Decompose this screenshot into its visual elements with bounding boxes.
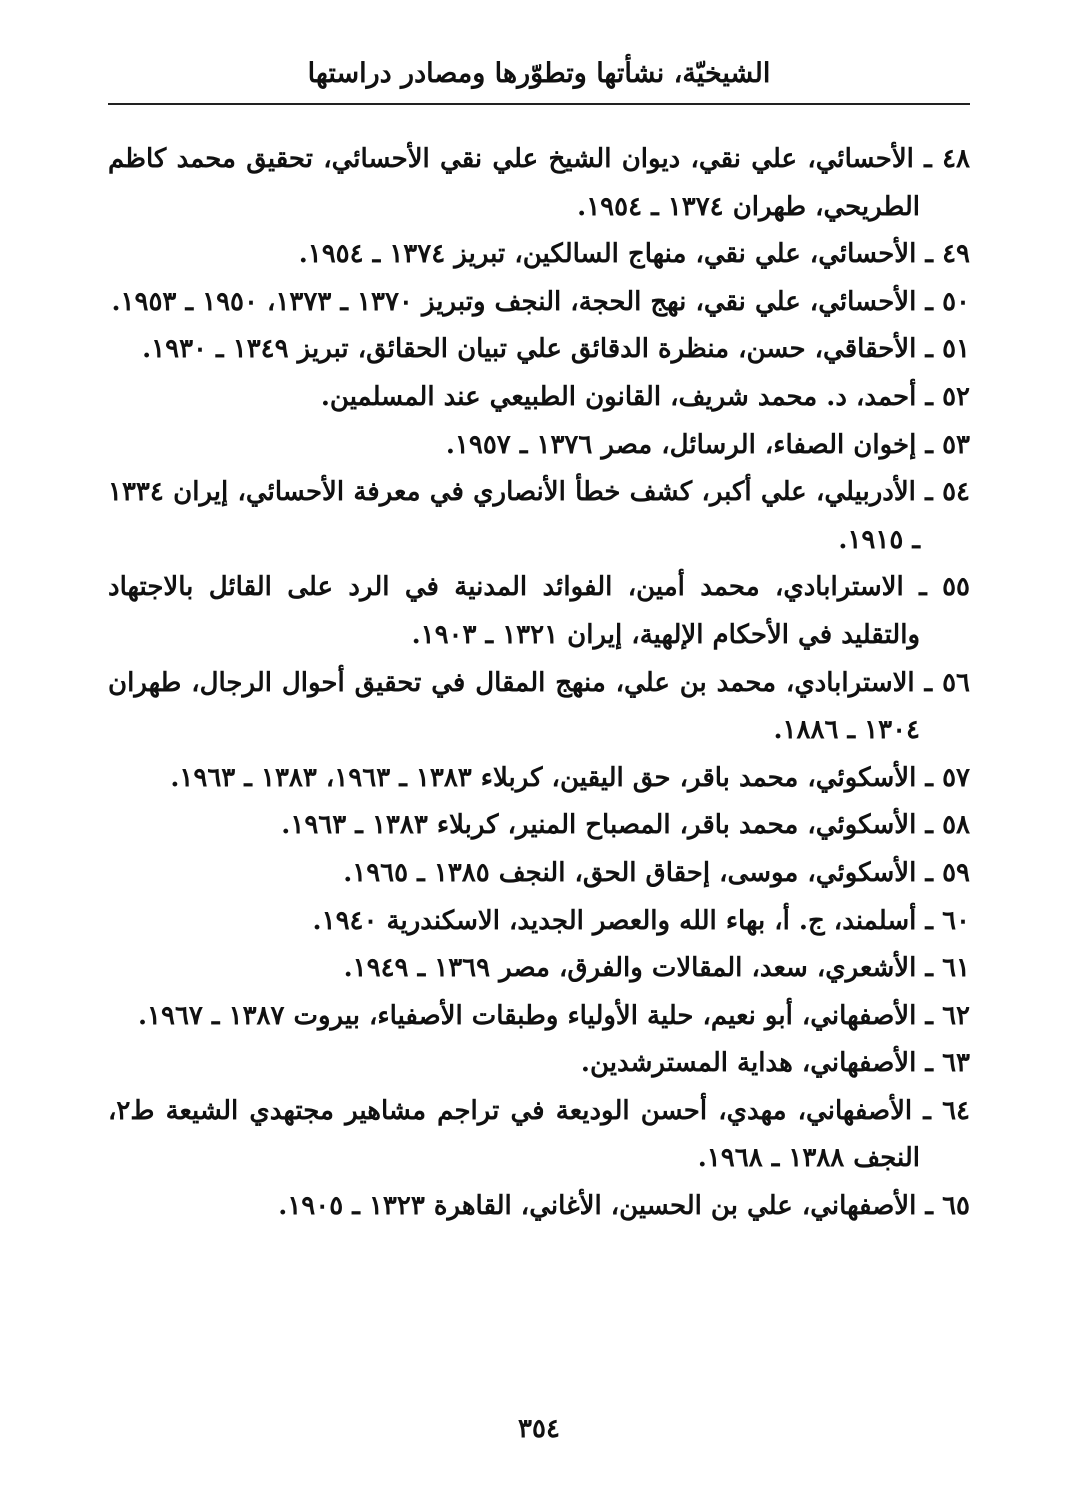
bibliography-entry-48: ٤٨ ـ الأحسائي، علي نقي، ديوان الشيخ علي نقي الأحسائي، تحقيق محمد كاظم الطريحي، طهران ١٣٧٤ ـ ١٩٥٤. — [108, 144, 970, 222]
bibliography-entry-55: ٥٥ ـ الاسترابادي، محمد أمين، الفوائد المدنية في الرد على القائل بالاجتهاد والتقليد في الأحكام الإلهية، إيران ١٣٢١ ـ ١٩٠٣. — [108, 572, 970, 650]
bibliography-entry-54: ٥٤ ـ الأدربيلي، علي أكبر، كشف خطأ الأنصاري في معرفة الأحسائي، إيران ١٣٣٤ ـ ١٩١٥. — [108, 477, 970, 555]
running-head-title: الشيخيّة، نشأتها وتطوّرها ومصادر دراستها — [307, 58, 771, 89]
bibliography-entry-56: ٥٦ ـ الاسترابادي، محمد بن علي، منهج المقال في تحقيق أحوال الرجال، طهران ١٣٠٤ ـ ١٨٨٦. — [108, 667, 970, 746]
bibliography-entry-49: ٤٩ ـ الأحسائي، علي نقي، منهاج السالكين، تبريز ١٣٧٤ ـ ١٩٥٤. — [298, 239, 970, 270]
header-rule — [108, 103, 970, 105]
bibliography-entry-64: ٦٤ ـ الأصفهاني، مهدي، أحسن الوديعة في تراجم مشاهير مجتهدي الشيعة ط٢، النجف ١٣٨٨ ـ ١٩٦٨. — [108, 1095, 970, 1174]
bibliography-entry-52: ٥٢ ـ أحمد، د. محمد شريف، القانون الطبيعي عند المسلمين. — [320, 381, 970, 412]
bibliography-entry-62: ٦٢ ـ الأصفهاني، أبو نعيم، حلية الأولياء وطبقات الأصفياء، بيروت ١٣٨٧ ـ ١٩٦٧. — [137, 1000, 970, 1031]
bibliography-entry-63: ٦٣ ـ الأصفهاني، هداية المسترشدين. — [580, 1048, 970, 1079]
bibliography-entry-53: ٥٣ ـ إخوان الصفاء، الرسائل، مصر ١٣٧٦ ـ ١٩٥٧. — [445, 429, 970, 460]
bibliography-entry-59: ٥٩ ـ الأسكوئي، موسى، إحقاق الحق، النجف ١٣٨٥ ـ ١٩٦٥. — [343, 857, 970, 888]
bibliography-entry-65: ٦٥ ـ الأصفهاني، علي بن الحسين، الأغاني، القاهرة ١٣٢٣ ـ ١٩٠٥. — [278, 1191, 970, 1222]
bibliography-list — [108, 136, 970, 1231]
bibliography-entry-51: ٥١ ـ الأحقاقي، حسن، منظرة الدقائق علي تبيان الحقائق، تبريز ١٣٤٩ ـ ١٩٣٠. — [142, 334, 970, 365]
page-number: ٣٥٤ — [518, 1414, 560, 1444]
bibliography-entry-57: ٥٧ ـ الأسكوئي، محمد باقر، حق اليقين، كربلاء ١٣٨٣ ـ ١٩٦٣، ١٣٨٣ ـ ١٩٦٣. — [170, 762, 970, 793]
bibliography-entry-61: ٦١ ـ الأشعري، سعد، المقالات والفرق، مصر ١٣٦٩ ـ ١٩٤٩. — [343, 953, 970, 984]
bibliography-entry-50: ٥٠ ـ الأحسائي، علي نقي، نهج الحجة، النجف وتبريز ١٣٧٠ ـ ١٣٧٣، ١٩٥٠ ـ ١٩٥٣. — [111, 286, 970, 317]
bibliography-entry-60: ٦٠ ـ أسلمند، ج. أ، بهاء الله والعصر الجديد، الاسكندرية ١٩٤٠. — [312, 905, 970, 936]
bibliography-entry-58: ٥٨ ـ الأسكوئي، محمد باقر، المصباح المنير، كربلاء ١٣٨٣ ـ ١٩٦٣. — [281, 810, 970, 841]
